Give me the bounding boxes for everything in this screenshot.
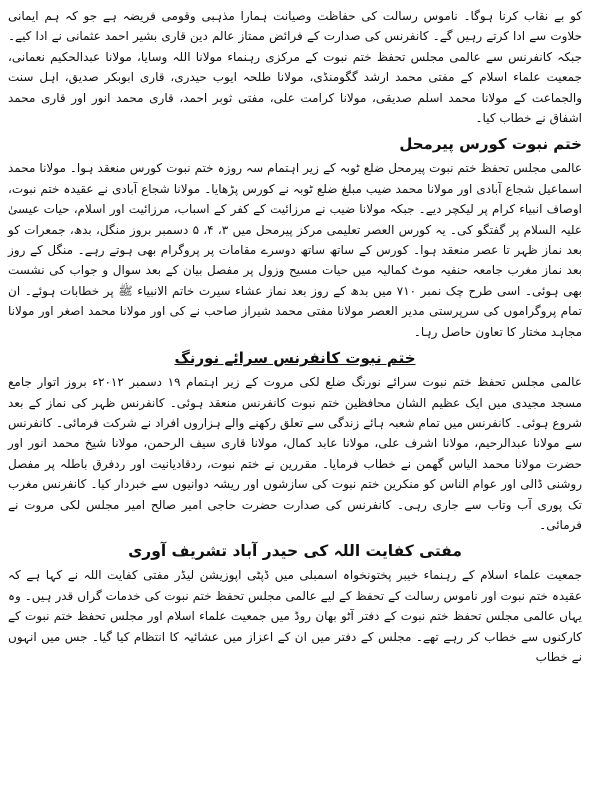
paragraph-mufti-kifayatullah-visit: جمعیت علماء اسلام کے رہنماء خیبر پختونخواہ اسمبلی میں ڈپٹی اپوزیشن لیڈر مفتی کفایت اللہ نے کہا ہے کہ عقیدہ ختم نبوت اور ناموس رسالت کے تحفظ کے لیے عالمی مجلس تحفظ ختم نبوت کی خدمات گراں قدر ہیں۔ وہ یہاں عالمی مجلس تحفظ ختم نبوت کے دفتر آٹو بھان روڈ میں جمعیت علماء اسلام اور مجلس تحفظ ختم نبوت کے کارکنوں سے خطاب کر رہے تھے۔ مجلس کے دفتر میں ان کے اعزاز میں عشائیہ کا انتظام کیا گیا۔ جس میں انہوں نے خطاب: [8, 568, 582, 664]
heading-mufti-kifayatullah-visit: مفتی کفایت اللہ کی حیدر آباد تشریف آوری: [128, 542, 462, 561]
heading-conference-sarai-naurang: ختم نبوت کانفرنس سرائے نورنگ: [174, 349, 416, 368]
paragraph-conference-sarai-naurang: عالمی مجلس تحفظ ختم نبوت سرائے نورنگ ضلع لکی مروت کے زیر اہتمام ۱۹ دسمبر ۲۰۱۲ء بروز اتوار جامع مسجد مجیدی میں ایک عظیم الشان محافظین ختم نبوت کانفرنس منعقد ہوئی۔ کانفرنس ظہر کی نماز کے بعد شروع ہوئی۔ کانفرنس میں تمام شعبہ ہائے زندگی سے تعلق رکھنے والے ہزاروں افراد نے شرکت فرمائی۔ کانفرنس سے مولانا عبدالرحیم، مولانا اشرف علی، مولانا عابد کمال، مولانا قاری سیف الرحمن، مولانا شیخ محمد انور اور حضرت مولانا محمد الیاس گھمن نے خطاب فرمایا۔ مقررین نے ختم نبوت، ردقادیانیت اور ردفرق باطلہ پر مفصل روشنی ڈالی اور عوام الناس کو منکرین ختم نبوت کی سازشوں اور ریشہ دوانیوں سے خبردار کیا۔ کانفرنس مغرب تک پوری آب وتاب سے جاری رہی۔ کانفرنس کی صدارت حضرت حاجی امیر صالح امیر مجلس لکی مروت نے فرمائی۔: [8, 375, 582, 532]
paragraph-conference-summary: کو بے نقاب کرنا ہوگا۔ ناموس رسالت کی حفاظت وصیانت ہمارا مذہبی وقومی فریضہ ہے جو کہ ہم ایمانی حلاوت سے ادا کرتے رہیں گے۔ کانفرنس کی صدارت کے فرائض ممتاز عالم دین قاری بشیر احمد عثمانی نے ادا کیے۔ جبکہ کانفرنس سے عالمی مجلس تحفظ ختم نبوت کے مرکزی رہنماء مولانا اللہ وسایا، مولانا عبدالحکیم نعمانی، جمعیت علماء اسلام کے مفتی محمد ارشد گگومنڈی، مولانا طلحہ ایوب حیدری، قاری ابوبکر صدیق، اہل سنت والجماعت کے مولانا محمد اسلم صدیقی، مولانا کرامت علی، مفتی ثوبر احمد، قاری محمد انور اور قاری محمد اشفاق نے خطاب کیا۔: [8, 9, 582, 126]
paragraph-course-pirmahal: عالمی مجلس تحفظ ختم نبوت پیرمحل ضلع ٹوبہ کے زیر اہتمام سہ روزہ ختم نبوت کورس منعقد ہوا۔ مولانا محمد اسماعیل شجاع آبادی اور مولانا محمد ضیب مبلغ ضلع ٹوبہ نے کورس پڑھایا۔ مولانا شجاع آبادی نے عقیدہ ختم نبوت، اوصاف انبیاء کرام پر لیکچر دیے۔ جبکہ مولانا ضیب نے مرزائیت کے کفر کے اسباب، مرزائیت اور اسلام، حیات عیسیٰ علیہ السلام پر گفتگو کی۔ یہ کورس العصر تعلیمی مرکز پیرمحل میں ۳، ۴، ۵ دسمبر بروز منگل، بدھ، جمعرات کو بعد نماز ظہر تا عصر منعقد ہوا۔ کورس کے ساتھ ساتھ دوسرے مقامات پر پروگرام بھی ہوتے رہے۔ منگل کے روز بعد نماز مغرب جامعہ حنفیہ موٹ کمالیہ میں حیات مسیح وزول پر مفصل بیان کے بعد سوال و جواب کی نشست بھی ہوئی۔ اسی طرح چک نمبر ۷۱۰ میں بدھ کے روز بعد نماز عشاء سیرت خاتم الانبیاء ﷺ پر خطابات ہوئے۔ ان تمام پروگراموں کی سرپرستی مدیر العصر مولانا مفتی محمد شیراز صاحب نے کی اور مولانا محمد اصغر اور مولانا مجاہد مختار کا تعاون حاصل رہا۔: [8, 161, 582, 339]
heading-course-pirmahal: ختم نبوت کورس پیرمحل: [399, 135, 582, 154]
